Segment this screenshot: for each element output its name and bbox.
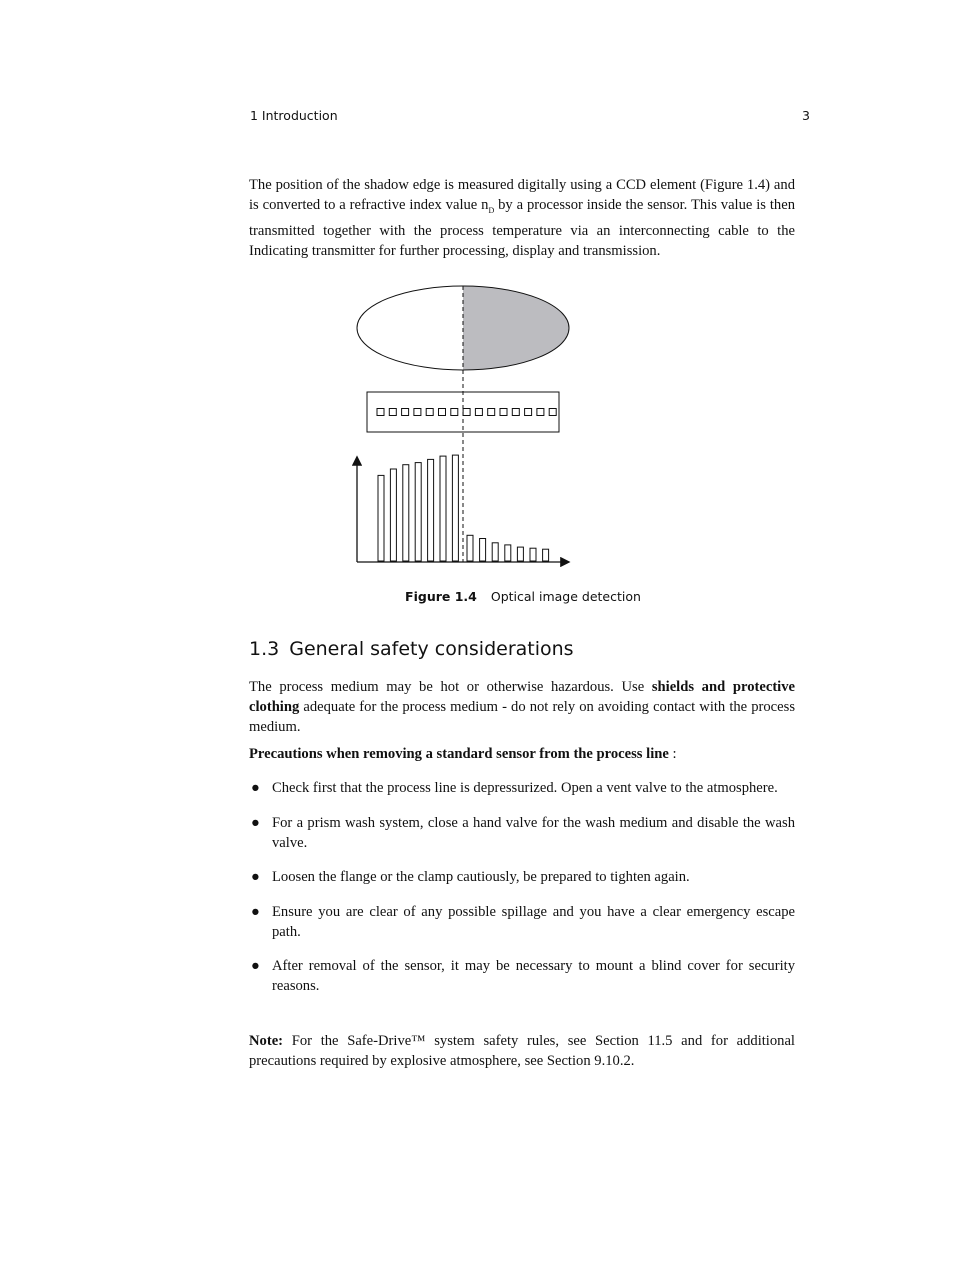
ccd-cell <box>451 409 458 416</box>
list-item-text: Ensure you are clear of any possible spillage and you have a clear emergency escape path. <box>272 903 795 940</box>
intro-text-2: by a processor inside the sensor. This value is then transmitted together with the process temperature via an interconnecting cable to the Indicating transmitter for further processing, display and transmission. <box>249 197 795 259</box>
bullet-icon: ● <box>251 814 260 831</box>
list-item <box>249 778 795 798</box>
ccd-cell <box>549 409 556 416</box>
ccd-cell <box>414 409 421 416</box>
intensity-bar <box>467 535 473 561</box>
ccd-cell <box>525 409 532 416</box>
intensity-bar <box>378 475 384 561</box>
header-section-title: 1 Introduction <box>250 108 338 123</box>
figure-caption-text: Optical image detection <box>490 589 641 604</box>
intro-paragraph <box>249 175 795 261</box>
intensity-bar <box>390 469 396 561</box>
optical-detection-figure <box>340 282 590 572</box>
ccd-cell <box>439 409 446 416</box>
list-item <box>249 902 795 942</box>
intensity-bar <box>505 545 511 561</box>
ccd-cell <box>500 409 507 416</box>
list-item <box>249 956 795 996</box>
safety-text-2: adequate for the process medium - do not rely on avoiding contact with the process medium. <box>249 699 795 735</box>
precautions-heading <box>249 744 677 764</box>
intensity-bar <box>428 459 434 561</box>
section-heading <box>249 638 574 660</box>
ccd-cell <box>512 409 519 416</box>
note-text: For the Safe-Drive™ system safety rules, see Section 11.5 and for additional precautions required by explosive atmosphere, see Section 9.10.2. <box>249 1033 795 1069</box>
list-item-text: For a prism wash system, close a hand valve for the wash medium and disable the wash valve. <box>272 814 795 851</box>
ccd-cells <box>377 409 556 416</box>
safety-paragraph <box>249 677 795 737</box>
intro-text-1: The position of the shadow edge is measured digitally using a CCD element (Figure 1.4) and is converted to a refractive index value n <box>249 177 795 213</box>
intensity-bar <box>440 456 446 561</box>
ccd-cell <box>488 409 495 416</box>
intensity-bar <box>403 465 409 561</box>
intro-subscript: D <box>488 205 495 215</box>
bullet-icon: ● <box>251 780 260 796</box>
bullet-icon: ● <box>251 903 260 920</box>
figure-caption <box>250 589 796 604</box>
precautions-heading-suffix: : <box>668 746 677 762</box>
list-item <box>249 813 795 853</box>
ccd-cell <box>537 409 544 416</box>
list-item <box>249 867 795 887</box>
running-header <box>250 108 810 123</box>
safety-bold-text: shields and protective clothing <box>249 679 796 715</box>
safety-text-1: The process medium may be hot or otherwise hazardous. Use <box>249 679 652 695</box>
figure-label: Figure 1.4 <box>405 589 477 604</box>
intensity-bar <box>530 548 536 561</box>
note-paragraph <box>249 1031 795 1071</box>
intensity-bar <box>543 549 549 561</box>
ccd-cell <box>389 409 396 416</box>
ccd-cell <box>426 409 433 416</box>
ccd-cell <box>463 409 470 416</box>
intensity-bar <box>517 547 523 561</box>
list-item-text: Check first that the process line is depressurized. Open a vent valve to the atmosphere. <box>272 780 778 796</box>
bullet-icon: ● <box>251 869 260 885</box>
intensity-bar <box>415 463 421 561</box>
intensity-bar <box>492 543 498 561</box>
section-number: 1.3 <box>249 638 280 660</box>
precautions-heading-text: Precautions when removing a standard sensor from the process line <box>249 746 669 762</box>
bullet-icon: ● <box>251 958 260 974</box>
intensity-bar <box>480 539 486 562</box>
list-item-text: After removal of the sensor, it may be necessary to mount a blind cover for security reasons. <box>272 958 795 994</box>
ccd-cell <box>475 409 482 416</box>
section-title: General safety considerations <box>289 638 574 660</box>
page-number: 3 <box>802 108 810 123</box>
list-item-text: Loosen the flange or the clamp cautiously, be prepared to tighten again. <box>272 869 690 885</box>
intensity-bar <box>452 455 458 561</box>
ccd-cell <box>377 409 384 416</box>
precautions-list <box>249 778 795 1011</box>
note-label: Note: <box>249 1033 284 1049</box>
ccd-cell <box>402 409 409 416</box>
